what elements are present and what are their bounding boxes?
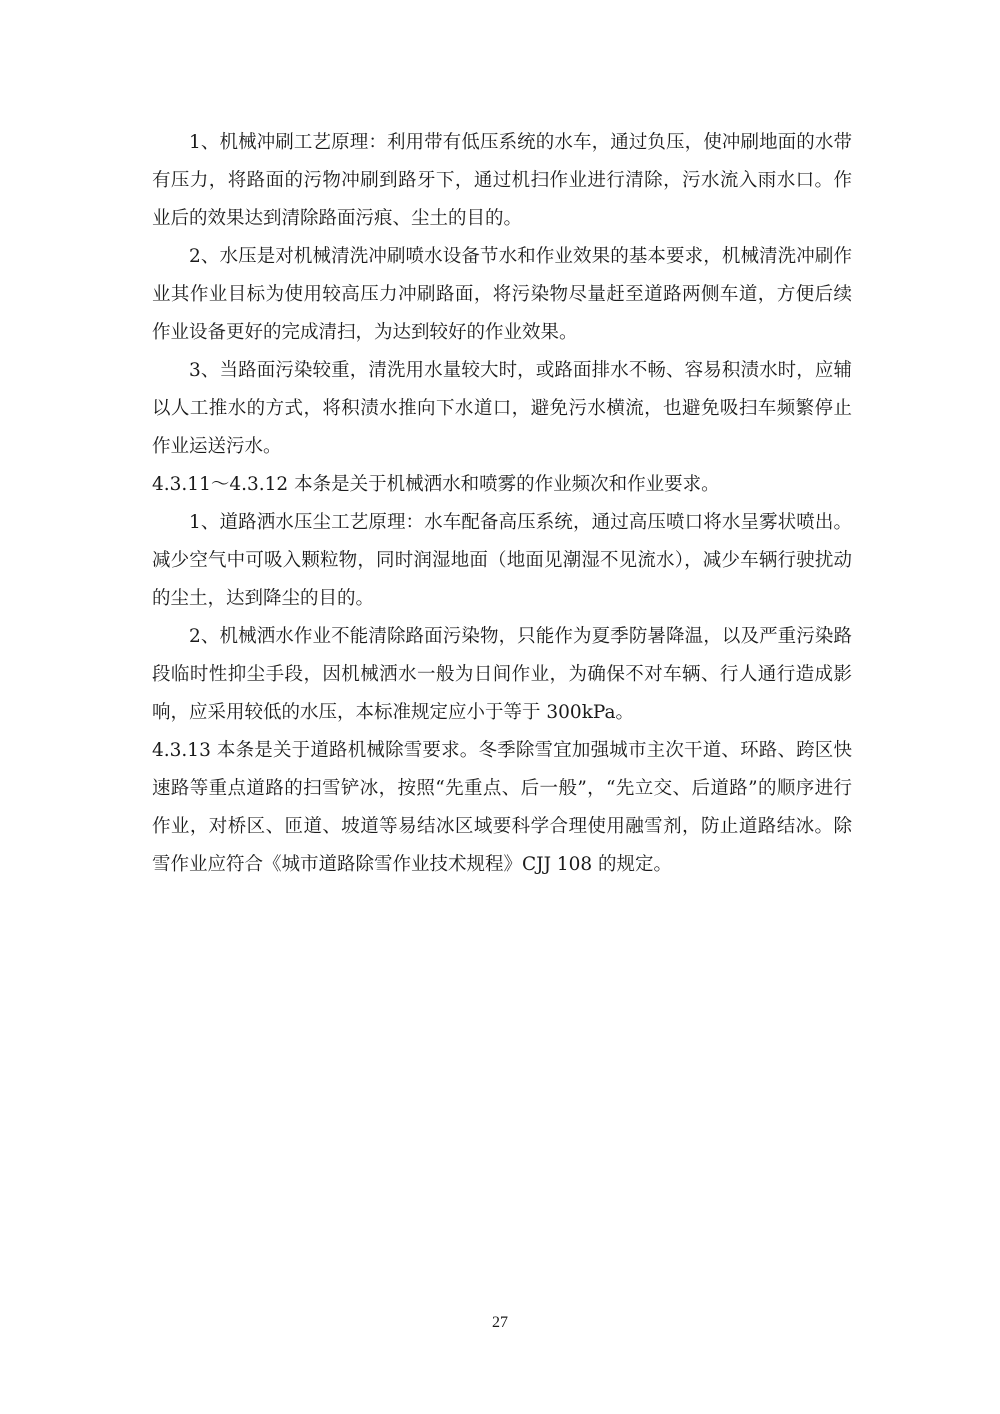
page-number: 27 [492, 1314, 508, 1331]
paragraph-item-4: 1、道路洒水压尘工艺原理：水车配备高压系统，通过高压喷口将水呈雾状喷出。减少空气中可吸入颗粒物，同时润湿地面（地面见潮湿不见流水），减少车辆行驶扰动的尘土，达到降尘的目的。 [152, 512, 852, 609]
paragraph-item-1: 1、机械冲刷工艺原理：利用带有低压系统的水车，通过负压，使冲刷地面的水带有压力，将路面的污物冲刷到路牙下，通过机扫作业进行清除，污水流入雨水口。作业后的效果达到清除路面污痕、尘土的目的。 [152, 132, 852, 229]
clause-4-3-11: 4.3.11～4.3.12 本条是关于机械洒水和喷雾的作业频次和作业要求。 [152, 474, 720, 495]
paragraph-item-3: 3、当路面污染较重，清洗用水量较大时，或路面排水不畅、容易积渍水时，应辅以人工推水的方式，将积渍水推向下水道口，避免污水横流，也避免吸扫车频繁停止作业运送污水。 [152, 360, 852, 457]
clause-4-3-13: 4.3.13 本条是关于道路机械除雪要求。冬季除雪宜加强城市主次干道、环路、跨区快速路等重点道路的扫雪铲冰，按照“先重点、后一般”，“先立交、后道路”的顺序进行作业，对桥区、匝道、坡道等易结冰区域要科学合理使用融雪剂，防止道路结冰。除雪作业应符合《城市道路除雪作业技术规程》CJJ 108 的规定。 [152, 740, 852, 875]
paragraph-item-5: 2、机械洒水作业不能清除路面污染物，只能作为夏季防暑降温，以及严重污染路段临时性抑尘手段，因机械洒水一般为日间作业，为确保不对车辆、行人通行造成影响，应采用较低的水压，本标准规定应小于等于 300kPa。 [152, 626, 852, 723]
document-body [152, 124, 852, 884]
paragraph-item-2: 2、水压是对机械清洗冲刷喷水设备节水和作业效果的基本要求，机械清洗冲刷作业其作业目标为使用较高压力冲刷路面，将污染物尽量赶至道路两侧车道，方便后续作业设备更好的完成清扫，为达到较好的作业效果。 [152, 246, 852, 343]
